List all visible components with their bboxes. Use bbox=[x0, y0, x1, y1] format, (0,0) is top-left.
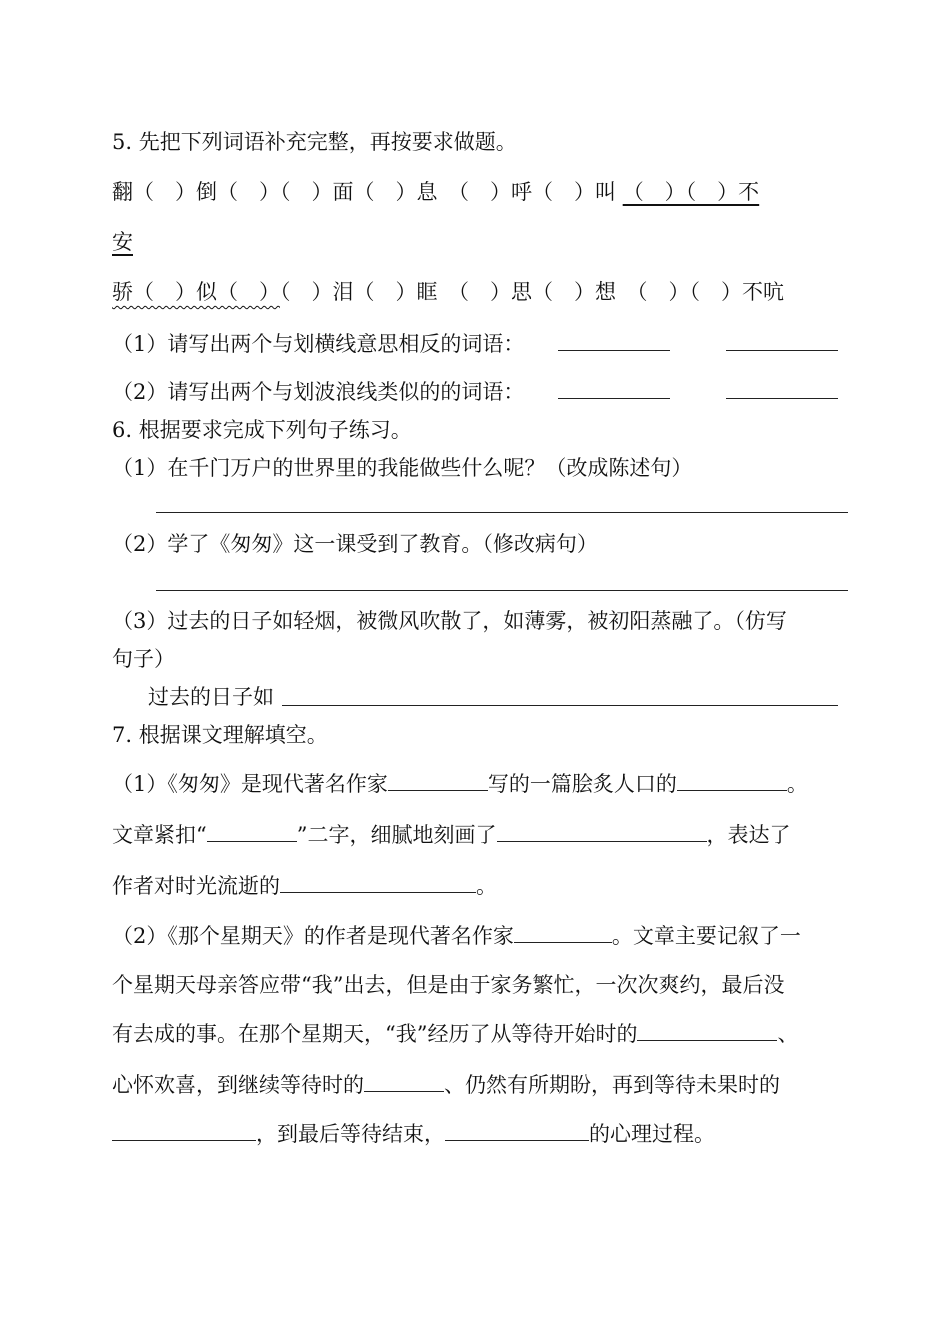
q7-line-6 bbox=[112, 1020, 798, 1048]
q6-s1-answer-line[interactable] bbox=[156, 512, 848, 513]
q7-p3-text-a: 作者对时光流逝的 bbox=[112, 874, 280, 898]
q7-end-mood-blank[interactable] bbox=[445, 1120, 589, 1141]
q6-s2-answer-line[interactable] bbox=[156, 590, 848, 591]
q5-sub-1: （1）请写出两个与划横线意思相反的词语： bbox=[112, 332, 525, 356]
q5-sub-2: （2）请写出两个与划波浪线类似的的词语： bbox=[112, 380, 525, 404]
q7-p2-text-b: ”二字，细腻地刻画了 bbox=[296, 823, 497, 847]
q7-p7-text-b: 、仍然有所期盼，再到等待未果时的 bbox=[444, 1073, 780, 1097]
q6-sentence-2: （2）学了《匆匆》这一课受到了教育。（修改病句） bbox=[112, 532, 598, 556]
q7-start-mood-blank[interactable] bbox=[637, 1020, 777, 1041]
q7-author-blank[interactable] bbox=[388, 770, 488, 791]
q5-sub1-blank-1[interactable] bbox=[558, 350, 670, 351]
q6-sentence-3: （3）过去的日子如轻烟，被微风吹散了，如薄雾，被初阳蒸融了。（仿写 bbox=[112, 609, 787, 633]
q7-title: 7. 根据课文理解填空。 bbox=[112, 723, 328, 747]
q6-sentence-3-cont: 句子） bbox=[112, 647, 175, 671]
q7-line-8 bbox=[112, 1120, 715, 1148]
q7-continue-mood-blank[interactable] bbox=[364, 1071, 444, 1092]
q5-title: 5. 先把下列词语补充完整，再按要求做题。 bbox=[112, 130, 517, 154]
q7-p2-text-a: 文章紧扣“ bbox=[112, 823, 207, 847]
q7-author2-blank[interactable] bbox=[514, 922, 612, 943]
q7-p4-text-a: （2）《那个星期天》的作者是现代著名作家 bbox=[112, 924, 514, 948]
q6-s3-answer-line[interactable] bbox=[282, 705, 838, 706]
q7-unfulfilled-mood-blank[interactable] bbox=[112, 1120, 256, 1141]
q7-p4-text-b: 。文章主要记叙了一 bbox=[611, 924, 801, 948]
q5-row2-wavy: 骄（ ）似（ ） bbox=[112, 280, 280, 304]
q5-word-row-2 bbox=[112, 278, 784, 306]
q5-word-row-1 bbox=[112, 178, 759, 206]
q7-depict-blank[interactable] bbox=[497, 821, 707, 842]
q5-row2-words: （ ）泪（ ）眶 （ ）思（ ）想 （ ）（ ）不吭 bbox=[280, 280, 784, 304]
q5-row1-underlined-cont: 安 bbox=[112, 230, 133, 254]
q7-line-5: 个星期天母亲答应带“我”出去，但是由于家务繁忙，一次次爽约，最后没 bbox=[112, 973, 785, 997]
q7-p1-text-b: 写的一篇脍炙人口的 bbox=[487, 772, 677, 796]
q6-title: 6. 根据要求完成下列句子练习。 bbox=[112, 418, 412, 442]
q7-p6-text-b: 、 bbox=[777, 1022, 799, 1046]
q7-line-3 bbox=[112, 872, 497, 900]
q7-line-2 bbox=[112, 821, 791, 849]
q5-sub2-blank-2[interactable] bbox=[726, 398, 838, 399]
q7-p1-text-c: 。 bbox=[786, 772, 808, 796]
q7-genre-blank[interactable] bbox=[677, 770, 787, 791]
q7-p6-text-a: 有去成的事。在那个星期天，“我”经历了从等待开始时的 bbox=[112, 1022, 638, 1046]
q5-row1-underlined: （ ）（ ）不 bbox=[622, 180, 760, 204]
q5-sub1-blank-2[interactable] bbox=[726, 350, 838, 351]
q7-p7-text-a: 心怀欢喜，到继续等待时的 bbox=[112, 1073, 364, 1097]
q7-feeling-blank[interactable] bbox=[280, 872, 476, 893]
q7-line-1 bbox=[112, 770, 808, 798]
q5-row1-words: 翻（ ）倒（ ）（ ）面（ ）息 （ ）呼（ ）叫 bbox=[112, 180, 623, 204]
q5-word-row-1-cont bbox=[112, 228, 133, 256]
q7-keyword-blank[interactable] bbox=[207, 821, 297, 842]
q7-p1-text-a: （1）《匆匆》是现代著名作家 bbox=[112, 772, 388, 796]
q6-sentence-1: （1）在千门万户的世界里的我能做些什么呢？（改成陈述句） bbox=[112, 456, 693, 480]
q6-s3-prompt: 过去的日子如 bbox=[148, 685, 274, 709]
q7-line-7 bbox=[112, 1071, 780, 1099]
q7-p2-text-c: ，表达了 bbox=[706, 823, 791, 847]
q7-p8-text-a: ，到最后等待结束， bbox=[256, 1122, 445, 1146]
q7-line-4 bbox=[112, 922, 801, 950]
q7-p3-text-b: 。 bbox=[476, 874, 497, 898]
q5-sub2-blank-1[interactable] bbox=[558, 398, 670, 399]
q7-p8-text-b: 的心理过程。 bbox=[589, 1122, 715, 1146]
